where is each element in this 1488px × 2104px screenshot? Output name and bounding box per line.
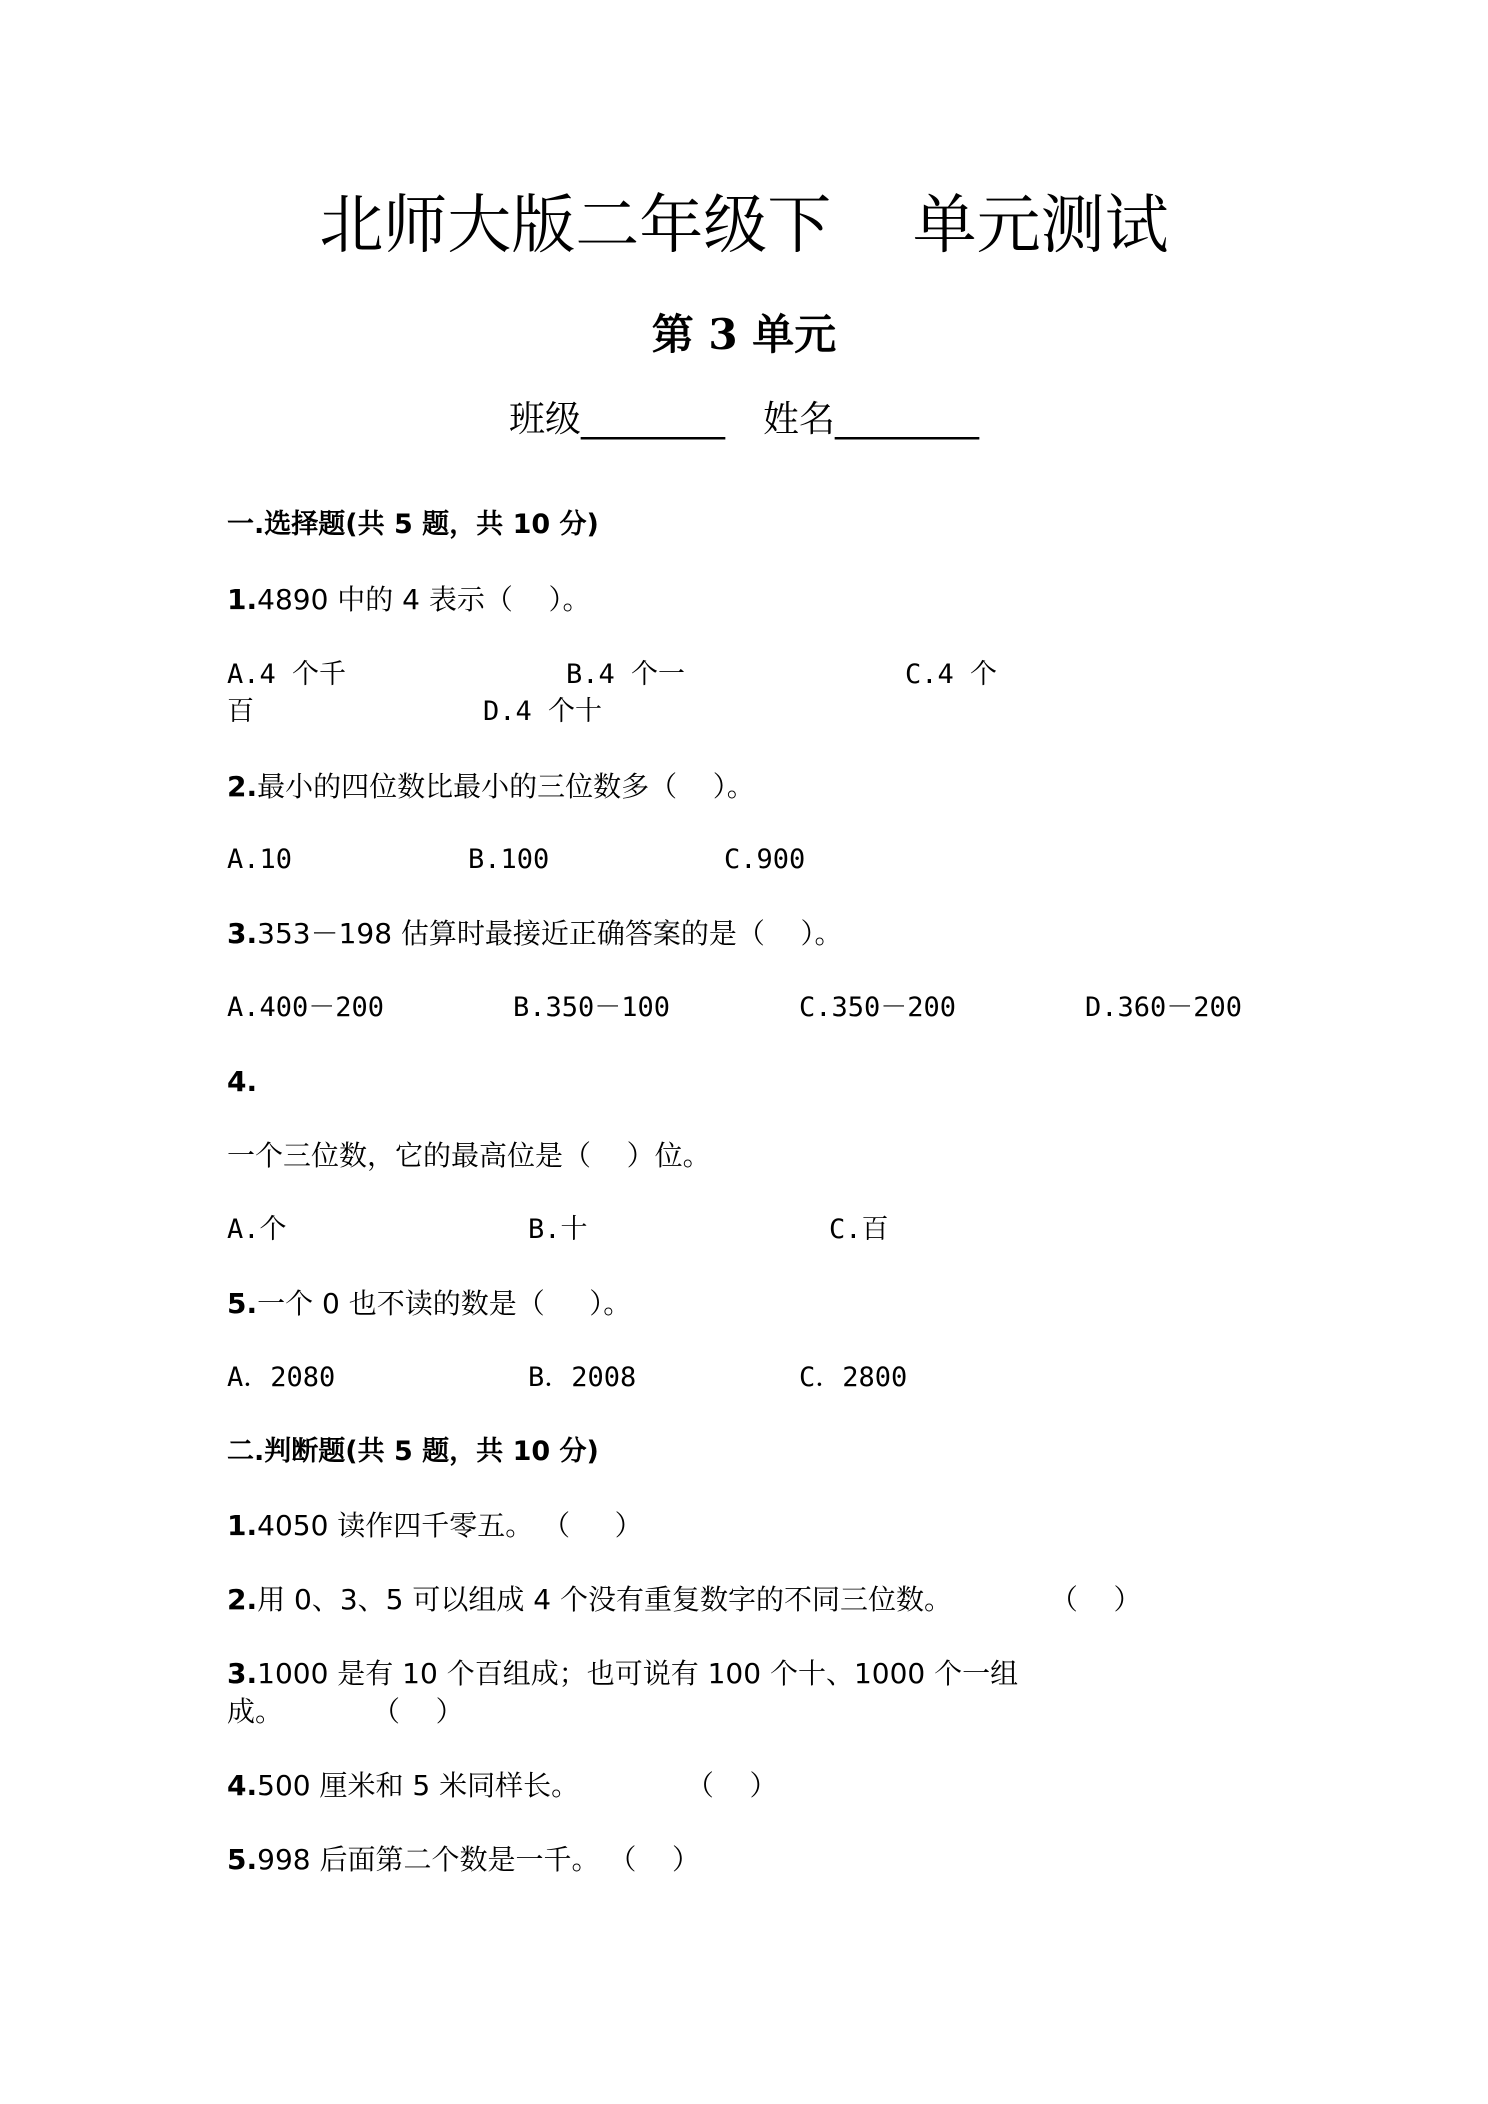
question-number: 1.	[227, 583, 258, 616]
s1-q2-option-c: C.900	[724, 844, 806, 875]
s1-q5-option-b: B．2008	[528, 1362, 637, 1393]
question-number: 4.	[227, 1065, 258, 1098]
class-field: 班级________	[508, 399, 725, 440]
page-title: 北师大版二年级下 单元测试	[319, 189, 1169, 263]
s2-q3-text-line2: 成。 （ ）	[227, 1695, 464, 1728]
s1-q3-option-c: C.350－200	[799, 992, 957, 1023]
s1-q1-option-c-wrap: 百	[227, 696, 254, 727]
s1-q4-number	[227, 1062, 257, 1102]
question-number: 3.	[227, 1657, 258, 1690]
s1-q3-text: 3.353－198 估算时最接近正确答案的是（ ）。	[227, 917, 843, 950]
s1-q4-option-a: A.个	[227, 1214, 287, 1245]
s1-q1-text: 1.4890 中的 4 表示（ ）。	[227, 583, 591, 616]
s1-q3-option-b: B.350－100	[513, 992, 671, 1023]
class-name-row	[0, 395, 1488, 445]
question-number: 5.	[227, 1843, 258, 1876]
s1-q4-text: 一个三位数，它的最高位是（ ）位。	[227, 1139, 711, 1172]
s1-q2-text: 2.最小的四位数比最小的三位数多（ ）。	[227, 770, 755, 803]
s1-q1-option-a: A.4 个千	[227, 659, 347, 690]
s1-q3-option-a: A.400－200	[227, 992, 385, 1023]
s2-q2-text: 2.用 0、3、5 可以组成 4 个没有重复数字的不同三位数。 （ ）	[227, 1583, 1142, 1616]
question-number: 4.	[227, 1769, 258, 1802]
s1-q5-option-a: A．2080	[227, 1362, 336, 1393]
question-number: 3.	[227, 917, 258, 950]
s1-q1-option-c: C.4 个	[905, 659, 998, 690]
s1-q3-option-d: D.360－200	[1085, 992, 1243, 1023]
section1-heading: 一.选择题(共 5 题，共 10 分)	[227, 509, 599, 540]
s2-q3-text: 3.1000 是有 10 个百组成；也可说有 100 个十、1000 个一组	[227, 1657, 1019, 1690]
s1-q1-option-d: D.4 个十	[483, 696, 603, 727]
question-number: 2.	[227, 1583, 258, 1616]
s2-q5-text: 5.998 后面第二个数是一千。 （ ）	[227, 1843, 700, 1876]
question-number: 2.	[227, 770, 258, 803]
question-number: 1.	[227, 1509, 258, 1542]
s1-q2-option-b: B.100	[468, 844, 550, 875]
s2-q4-text: 4.500 厘米和 5 米同样长。 （ ）	[227, 1769, 778, 1802]
section2-heading: 二.判断题(共 5 题，共 10 分)	[227, 1436, 599, 1467]
s1-q4-option-b: B.十	[528, 1214, 588, 1245]
s1-q4-option-c: C.百	[829, 1214, 889, 1245]
question-number: 5.	[227, 1287, 258, 1320]
s1-q2-option-a: A.10	[227, 844, 293, 875]
s1-q5-option-c: C．2800	[799, 1362, 908, 1393]
s1-q1-option-b: B.4 个一	[566, 659, 686, 690]
unit-subtitle: 第 3 单元	[651, 310, 837, 359]
s2-q1-text: 1.4050 读作四千零五。 （ ）	[227, 1509, 643, 1542]
s1-q5-text: 5.一个 0 也不读的数是（ ）。	[227, 1287, 632, 1320]
name-field: 姓名________	[763, 399, 980, 440]
